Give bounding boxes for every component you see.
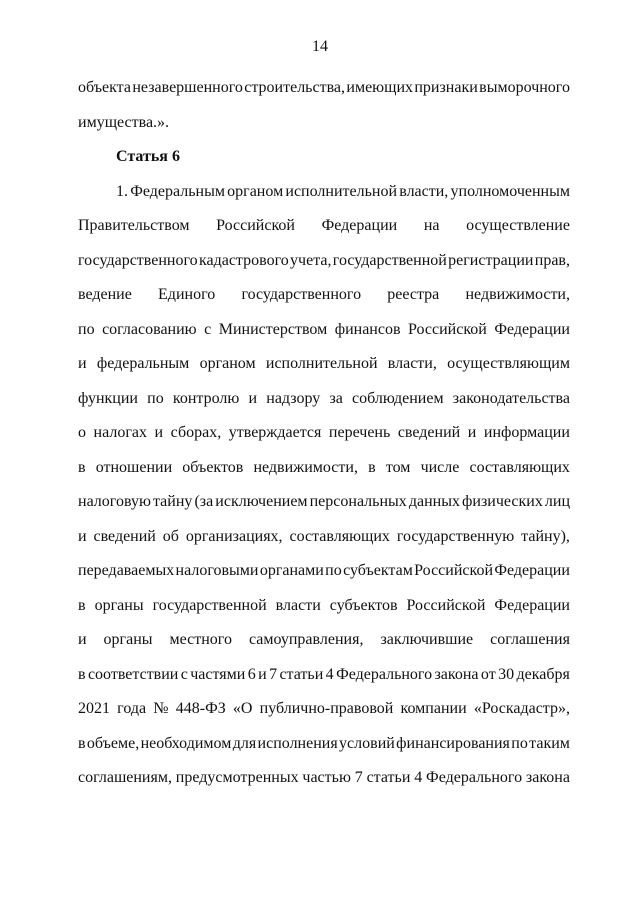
text-line: и сведений об организациях, составляющих государственную тайну),	[78, 527, 570, 545]
text-line: налоговую тайну (за исключением персональных данных физических лиц	[78, 493, 570, 510]
text-line: и органы местного самоуправления, заключившие соглашения	[78, 631, 570, 648]
text-line: соглашениям, предусмотренных частью 7 статьи 4 Федерального закона	[78, 769, 570, 786]
page-number: 14	[312, 38, 328, 55]
text-line: о налогах и сборах, утверждается перечень сведений и информации	[78, 424, 570, 441]
text-line: в отношении объектов недвижимости, в том числе составляющих	[78, 458, 570, 476]
article-heading: Статья 6	[116, 148, 180, 165]
text-line: передаваемых налоговыми органами по субъектам Российской Федерации	[78, 562, 570, 579]
text-line: объекта незавершенного строительства, имеющих признаки выморочного	[78, 79, 570, 96]
text-line: в органы государственной власти субъектов Российской Федерации	[78, 596, 570, 614]
text-line: имущества.».	[78, 113, 170, 131]
text-line: и федеральным органом исполнительной власти, осуществляющим	[78, 355, 570, 372]
text-line: Правительством Российской Федерации на осуществление	[78, 217, 570, 234]
document-body	[78, 78, 570, 803]
text-line: 2021 года № 448-ФЗ «О публично-правовой компании «Роскадастр»,	[78, 700, 570, 717]
text-line: функции по контролю и надзору за соблюдением законодательства	[78, 389, 570, 407]
text-line: 1. Федеральным органом исполнительной власти, уполномоченным	[116, 182, 570, 200]
text-line: государственного кадастрового учета, государственной регистрации прав,	[78, 251, 570, 269]
text-line: в объеме, необходимом для исполнения условий финансирования по таким	[78, 734, 570, 752]
text-line: ведение Единого государственного реестра недвижимости,	[78, 286, 570, 303]
text-line: в соответствии с частями 6 и 7 статьи 4 Федерального закона от 30 декабря	[78, 665, 570, 683]
text-line: по согласованию с Министерством финансов Российской Федерации	[78, 320, 570, 338]
